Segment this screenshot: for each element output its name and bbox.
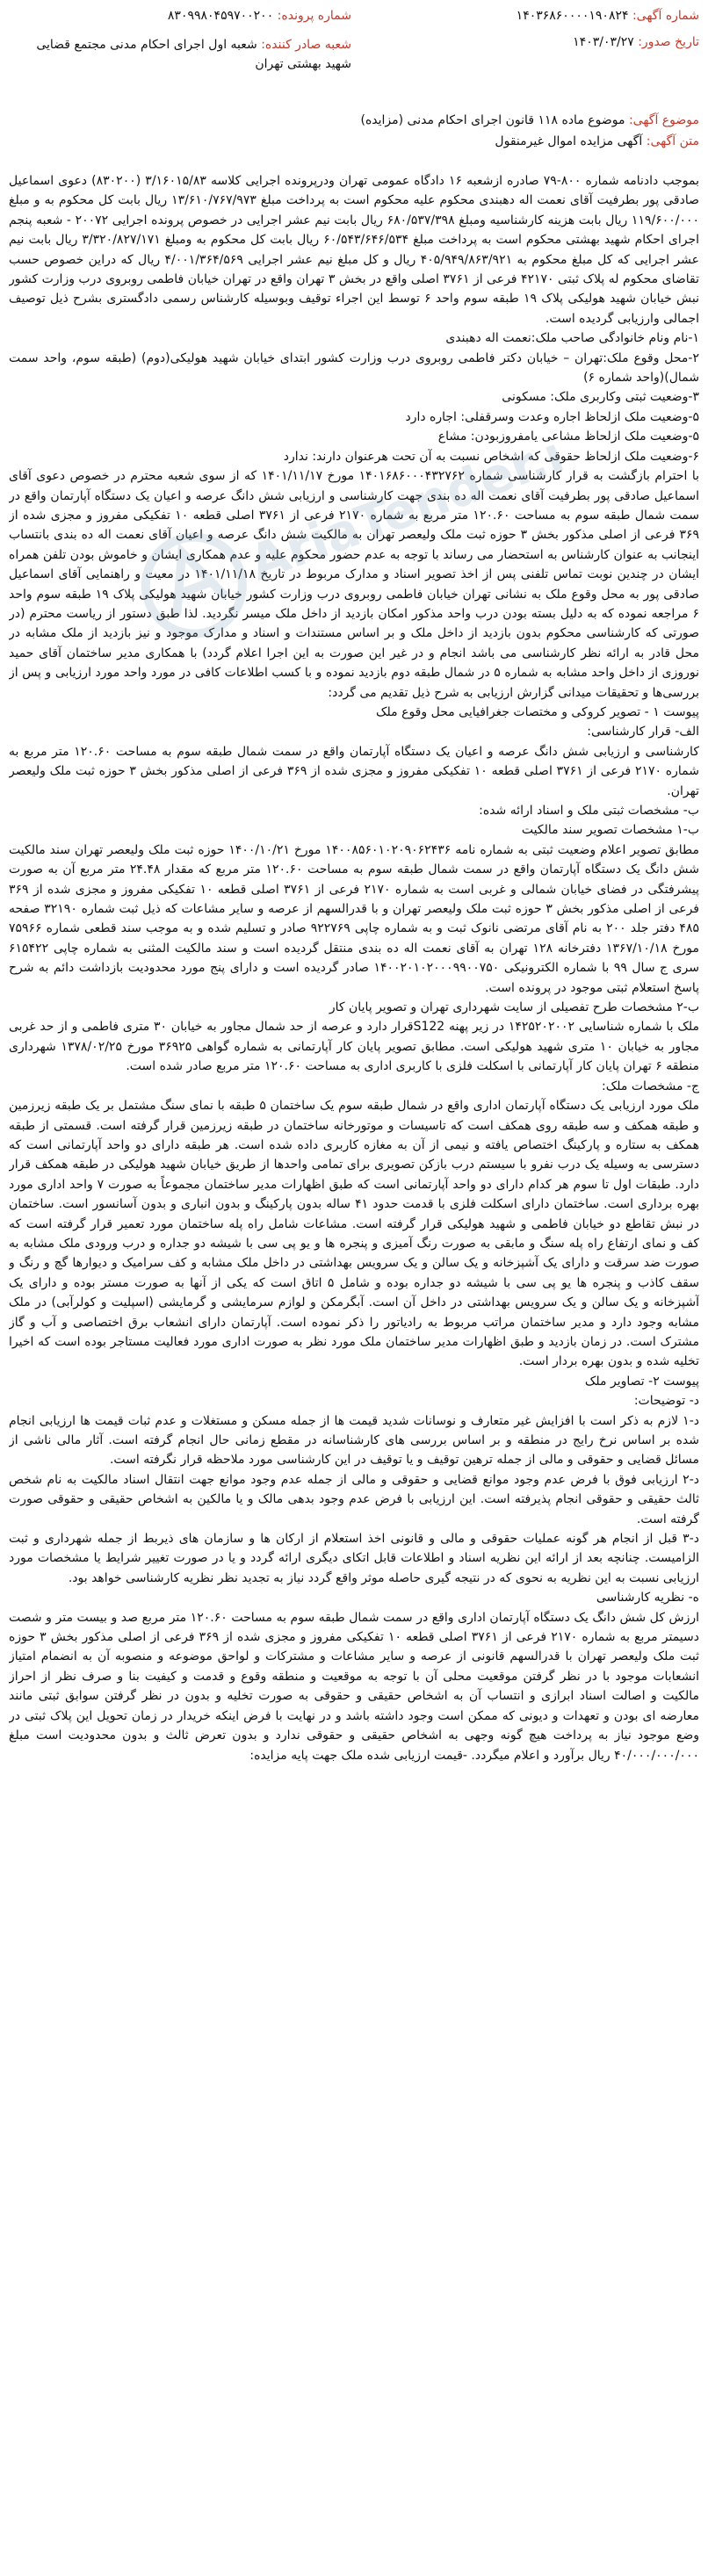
issue-date: ۱۴۰۳/۰۳/۲۷ — [573, 35, 634, 49]
paragraph: ج- مشخصات ملک: — [602, 1079, 699, 1093]
text-label: متن آگهی: — [646, 134, 699, 148]
subject-label: موضوع آگهی: — [628, 113, 699, 127]
case-number-label: شماره پرونده: — [277, 9, 351, 23]
case-number: ۸۳۰۹۹۸۰۴۵۹۷۰۰۲۰۰ — [167, 9, 274, 23]
paragraph: ب-۱ مشخصات تصویر سند مالکیت — [521, 823, 699, 838]
paragraph: ۱-نام ونام خانوادگی صاحب ملک:نعمت اله دهبندی — [445, 331, 699, 346]
issue-date-label: تاریخ صدور: — [638, 35, 699, 49]
paragraph: بموجب دادنامه شماره ۸۰۰-۷۹ صادره ازشعبه ۱۶ دادگاه عمومی تهران ودرپرونده اجرایی کلاسه ۳/۱۶۰۱۵/۸۳ (۸۳۰۲۰۰) دعوی اسماعیل صادقی پور بطرفیت آقای نعمت اله دهبندی محکوم علیه محکوم است به پرداخت مبلغ ۱۳/۶۱۰/۷۶۷/۹۷۳ ریال بابت کل محکوم به و مبلغ ۱۱۹/۶۰۰/۰۰۰ ریال بابت هزینه کارشناسیه ومبلغ ۶۸۰/۵۳۷/۳۹۸ ریال بابت نیم عشر اجرایی در خصوص پرونده اجرایی ۲۰۰۷۲ - شعبه پنجم اجرای احکام شهید بهشتی محکوم است به پرداخت مبلغ ۶۰/۵۴۳/۶۴۶/۵۳۴ ریال بابت کل محکوم به ومبلغ ۳/۳۲۰/۸۲۷/۱۷۱ ریال بابت نیم عشر اجرایی که کل مبلغ محکوم به ۴۰۵/۹۴۹/۸۶۳/۹۲۱ ریال و کل مبلغ نیم عشر اجرایی ۴/۰۰۱/۳۶۴/۵۶۹ ریال که دراین خصوص حسب تقاضای محکوم له پلاک ثبتی ۴۲۱۷۰ فرعی از ۳۷۶۱ اصلی واقع در بخش ۳ تهران واقع در تهران خیابان فاطمی روبروی درب وزارت کشور نبش خیابان شهید هولیکی پلاک ۱۹ طبقه سوم واحد ۶ توسط این اجراء توقیف وبوسیله کارشناس رسمی دادگستری بشرح ذیل توصیف اجمالی وارزیابی گردیده است. — [9, 174, 699, 326]
paragraph: د- توضیحات: — [633, 1394, 699, 1409]
paragraph: کارشناسی و ارزیابی شش دانگ عرصه و اعیان یک دستگاه آپارتمان واقع در سمت شمال طبقه سوم به مساحت ۱۲۰.۶۰ متر مربع به شماره ۲۱۷۰ فرعی از ۳۷۶۱ اصلی قطعه ۱۰ تفکیکی مفروز و مجزی شده از ۳۶۹ فرعی از اصلی مذکور بخش ۳ حوزه ثبت ملک ولیعصر تهران. — [9, 744, 699, 798]
paragraph: پیوست ۱ - تصویر کروکی و مختصات جغرافیایی محل وقوع ملک — [375, 704, 699, 719]
paragraph: ارزش کل شش دانگ یک دستگاه آپارتمان اداری واقع در سمت شمال طبقه سوم به مساحت ۱۲۰.۶۰ متر مربع صد و بیست متر و شصت دسیمتر مربع به شماره ۲۱۷۰ فرعی از ۳۷۶۱ اصلی قطعه ۱۰ تفکیکی مفروز و مجزی شده از ۳۶۹ فرعی از اصلی مذکور بخش ۳ حوزه ثبت ملک ولیعصر تهران با قدرالسهم قانونی از عرصه و سایر مشاعات و مشترکات و لواحق موضوعه و منصوبه آن به انضمام امتیاز انشعابات موجود با در نظر گرفتن موقعیت محلی آن با توجه به موقعیت و منطقه وقوع و قدمت و کیفیت بنا و صرف نظر از احراز مالکیت و اصالت اسناد ابرازی و انتساب آن به اشخاص حقیقی و حقوقی به صورت تخلیه و بدون در نظر گرفتن سوابق ثبتی مانند معارضه ای بودن و تعهدات و دیونی که ممکن است وجود داشته باشد و در نهایت با فرض اینکه خریدار در زمان تحویل این پلاک ثبتی در وضع موجود نیاز به پرداخت هیچ گونه وجهی به اشخاص حقیقی و حقوقی ندارد و بدون تعرض ثالث و بدون محدودیت است مبلغ ۴۰/۰۰۰/۰۰۰/۰۰۰ ریال برآورد و اعلام میگردد. -قیمت ارزیابی شده ملک جهت پایه مزایده: — [9, 1610, 699, 1763]
paragraph: ملک با شماره شناسایی ۱۴۲۵۲۰۲۰۰۲ در زیر پهنه S122قرار دارد و عرصه از حد شمال مجاور به خیابان ۳۰ متری فاطمی و از حد غربی مجاور به خیابان ۱۰ متری شهید هولیکی است. مطابق تصویر پایان کار آپارتمانی به شماره گواهی ۳۶۹۲۵ مورخ ۱۳۷۸/۰۲/۲۵ شهرداری منطقه ۶ تهران پایان کار آپارتمانی با اسکلت فلزی با کاربری اداری به مساحت ۱۲۰.۶۰ متر مربع صادر شده است. — [9, 1020, 699, 1074]
text-line — [9, 131, 699, 152]
ad-number: ۱۴۰۳۶۸۶۰۰۰۰۱۹۰۸۲۴ — [516, 9, 629, 23]
subject: موضوع ماده ۱۱۸ قانون اجرای احکام مدنی (مزایده) — [360, 113, 625, 127]
case-number-block — [9, 9, 351, 23]
paragraph: الف- قرار کارشناسی: — [587, 725, 699, 740]
paragraph: مطابق تصویر اعلام وضعیت ثبتی به شماره نامه ۱۴۰۰۸۵۶۰۱۰۲۰۹۰۶۲۴۳۶ مورخ ۱۴۰۰/۱۰/۲۱ حوزه ثبت ملک ولیعصر تهران سند مالکیت شش دانگ یک دستگاه آپارتمان واقع در سمت شمال طبقه سوم به مساحت ۱۲۰.۶۰ متر مربع که مقدار ۲۴.۴۸ متر مربع آن به صورت پیشرفتگی در فضای خیابان شمالی و غربی است به شماره ۲۱۷۰ فرعی از ۳۷۶۱ اصلی قطعه ۱۰ تفکیکی مفروز و مجزی شده از ۳۶۹ فرعی از اصلی مذکور بخش ۳ حوزه ثبت ملک ولیعصر تهران و با قدرالسهم از عرصه و سایر مشاعات که ذیل ثبت شماره ۳۲۱۹۰ صفحه ۴۸۵ دفتر جلد ۲۰۰ به نام آقای مرتضی نانوک ثبت و به شماره چاپی ۹۲۲۷۶۹ صادر و تسلیم شده و به موجب سند قطعی شماره ۷۵۹۶۶ مورخ ۱۳۶۷/۱۰/۱۸ دفترخانه ۱۲۸ تهران به آقای نعمت اله ده بندی منتقل گردیده است و سند مالکیت المثنی به شماره چاپی ۶۱۵۴۲۲ سری ج سال ۹۹ با شماره الکترونیکی ۱۴۰۰۲۰۱۰۲۰۰۰۹۹۰۰۷۵۰ صادر گردیده است و دارای پنج مورد محدودیت بازداشت دائم به شرح پاسخ استعلام ثبتی موجود در پرونده است. — [9, 842, 699, 995]
paragraph: ب-۲ مشخصات طرح تفصیلی از سایت شهرداری تهران و تصویر پایان کار — [329, 1000, 699, 1015]
paragraph: ۶-وضعیت ملک ازلحاظ حقوقی که اشخاص نسبت به آن تحت هرعنوان دارند: ندارد — [283, 449, 699, 464]
ad-number-label: شماره آگهی: — [632, 9, 699, 23]
paragraph: ۵-وضعیت ملک ازلحاظ اجاره وعدت وسرقفلی: اجاره دارد — [405, 409, 699, 424]
ad-number-block — [357, 9, 699, 23]
notice-title: آگهی مزایده اموال غیرمنقول — [495, 134, 643, 148]
paragraph: ۲-محل وقوع ملک:تهران – خیابان دکتر فاطمی روبروی درب وزارت کشور ابتدای خیابان شهید هولیکی(دوم) (طبقه سوم، واحد سمت شمال)(واحد شماره ۶) — [9, 350, 699, 386]
paragraph: با احترام بازگشت به قرار کارشناسی شماره ۱۴۰۱۶۸۶۰۰۰۴۳۲۷۶۲ مورخ ۱۴۰۱/۱۱/۱۷ که از سوی شعبه محترم در خصوص دعوی آقای اسماعیل صادقی پور بطرفیت آقای نعمت اله ده بندی جهت کارشناسی و ارزیابی شش دانگ عرصه و اعیان یک دستگاه آپارتمان واقع در سمت شمال طبقه سوم به مساحت ۱۲۰.۶۰ متر مربع به شماره ۲۱۷۰ فرعی از ۳۷۶۱ اصلی قطعه ۱۰ تفکیکی مفروز و مجزی شده از ۳۶۹ فرعی از اصلی مذکور بخش ۳ حوزه ثبت ملک ولیعصر تهران به مالکیت شش دانگ عرصه و اعیان آقای نعمت اله ده بندی بانتساب اینجانب به عنوان کارشناس به استحضار می رساند با توجه به عدم حضور محکوم علیه و عدم همکاری ایشان و خاموش بودن تلفن همراه ایشان در چندین نوبت تماس تلفنی پس از اخذ تصویر اسناد و مدارک مربوط در تاریخ ۱۴۰۱/۱۱/۱۸ در معیت و راهنمایی آقای اسماعیل صادقی پور به محل وقوع ملک به نشانی تهران خیابان فاطمی روبروی درب وزارت کشور خیابان شهید هولیکی پلاک ۱۹ طبقه سوم واحد ۶ مراجعه نموده که به دلیل بسته بودن درب واحد مذکور امکان بازدید از داخل ملک میسر نگردید. لذا طبق دستور از ریاست محترم (در صورتی که کارشناسی محکوم بدون بازدید از داخل ملک و بر اساس مستندات و اسناد و مدارک موجود و نیز بازدید از ملک مشابه در محل قادر به ارائه نظر کارشناسی می باشد انجام و در غیر این صورت به این اجرا اعلام گردد) با همکاری مدیر ساختمان آقای حمید نوروزی از داخل واحد مشابه به شماره ۵ در شمال طبقه دوم بازدید نموده و با کسب اطلاعات کافی در مورد واحد مورد ارزیابی و پس از بررسی‌ها و تحقیقات میدانی گزارش ارزیابی به شرح ذیل تقدیم می گردد: — [9, 469, 699, 700]
paragraph: د-۱ لازم به ذکر است با افزایش غیر متعارف و نوسانات شدید قیمت ها از جمله مسکن و مستغلات و عدم ثبات قیمت ها ارزیابی انجام شده بر اساس نرخ رایج در منطقه و بر اساس بررسی های کارشناسانه در مقطع زمانی حال انجام گرفته است. آثار مالی ناشی از مسائل قضایی و حقوقی و مالی از جمله ترهین توقیف و یا توقیف در این کارشناسی مورد ملاحظه قرار نگرفته است. — [9, 1413, 699, 1468]
paragraph: د-۳ قبل از انجام هر گونه عملیات حقوقی و مالی و قانونی اخذ استعلام از ارکان ها و سازمان های ذیربط از جمله شهرداری و ثبت الزامیست. چنانچه بعد از ارائه این نظریه اسناد و اطلاعات قابل اتکای دیگری ارائه گردد و یا در صورت تغییر شرایط یا مشخصات مورد ارزیابی نسبت به این نظریه به نحوی که در نتیجه گیری حاصله موثر واقع گردد نیاز به تجدید نظر نظریه کارشناسی خواهد بود. — [9, 1532, 699, 1585]
issue-date-block — [357, 35, 699, 49]
paragraph: ۵-وضعیت ملک ازلحاظ مشاعی یامفروزبودن: مشاع — [437, 429, 699, 444]
paragraph: پیوست ۲- تصاویر ملک — [584, 1374, 699, 1389]
watermark-text: AriaTender.net — [242, 400, 583, 593]
paragraph: ملک مورد ارزیابی یک دستگاه آپارتمان اداری واقع در شمال طبقه سوم یک ساختمان ۵ طبقه با نمای سنگ مشتمل بر یک طبقه زیرزمین و طبقه همکف و سه طبقه روی همکف است که تاسیسات و موتورخانه ساختمان در طبقه زیرزمین قرار گرفته است. قسمتی از طبقه همکف به ستاره و پارکینگ اختصاص یافته و نیمی از آن به مغازه کاربری داده شده است. هر طبقه دارای دو واحد آپارتمانی است که دسترسی به وسیله یک درب نفرو با سیستم درب بازکن تصویری برای تمامی واحدها از طریق خیابان شهید هولیکی در طبقه همکف قرار دارد. طبقات اول تا سوم هر کدام دارای دو واحد آپارتمانی است که طبق اظهارات مدیر ساختمان مجموعاً به صورت ۷ واحد اداری مورد بهره برداری است. ساختمان دارای اسکلت فلزی با قدمت حدود ۴۱ ساله بدون پارکینگ و بدون انباری و بدون آسانسور است. ساختمان در نبش تقاطع دو خیابان فاطمی و شهید هولیکی قرار گرفته است. مشاعات شامل راه پله ساختمان مورد تعمیر قرار گرفته است که کف و نمای ارتفاع راه پله سنگ و مابقی به صورت رنگ آمیزی و پنجره ها و یو پی سی با شیشه دو جداره و درب ورودی ملک مشابه به صورت ضد سرقت و دارای یک آشپزخانه و یک سالن و یک سرویس بهداشتی در داخل ملک مشابه و کف سرامیک و دیوارها گچ و رنگ و سقف کاذب و پنجره ها یو پی سی با شیشه دو جداره بوده و شامل ۵ اتاق است که یکی از آنها به صورت مستر بوده و دارای یک آشپزخانه و یک سالن و یک سرویس بهداشتی در داخل آن است. آبگرمکن و لوازم سرمایشی و گرمایشی (اسپلیت و کولرآبی) در ملک مشابه وجود دارد و مدیر ساختمان مراتب مربوط به رادیاتور را ذکر نموده است. آپارتمان دارای انشعاب برق اختصاصی و آب و گاز مشترک است. در زمان بازدید و طبق اظهارات مدیر ساختمان ملک مورد نظر به صورت اداری مورد فعالیت مستاجر بوده است که اخیرا تخلیه شده و بدون بهره بردار است. — [9, 1099, 699, 1369]
paragraph: ه- نظریه کارشناسی — [596, 1591, 699, 1605]
issuer-block — [9, 35, 351, 74]
paragraph: ب- مشخصات ثبتی ملک و اسناد ارائه شده: — [479, 804, 699, 818]
notice-body — [9, 171, 699, 2567]
issuer: شعبه اول اجرای احکام مدنی مجتمع قضایی شهید بهشتی تهران — [36, 38, 351, 71]
notice-meta — [9, 110, 699, 152]
notice-header — [9, 9, 699, 105]
paragraph: ۳-وضعیت ثبتی وکاربری ملک: مسکونی — [502, 390, 699, 405]
subject-line — [9, 110, 699, 131]
issuer-label: شعبه صادر کننده: — [261, 38, 351, 52]
paragraph: د-۲ ارزیابی فوق با فرض عدم وجود موانع قضایی و حقوقی و مالی از جمله عدم وجود موانع جهت انتقال اسناد مالکیت به نام شخص ثالث حقیقی و حقوقی انجام پذیرفته است. این ارزیابی با فرض عدم وجود بدهی مالک و یا مالکین به اشخاص حقیقی و حقوقی صورت گرفته است. — [9, 1472, 699, 1526]
